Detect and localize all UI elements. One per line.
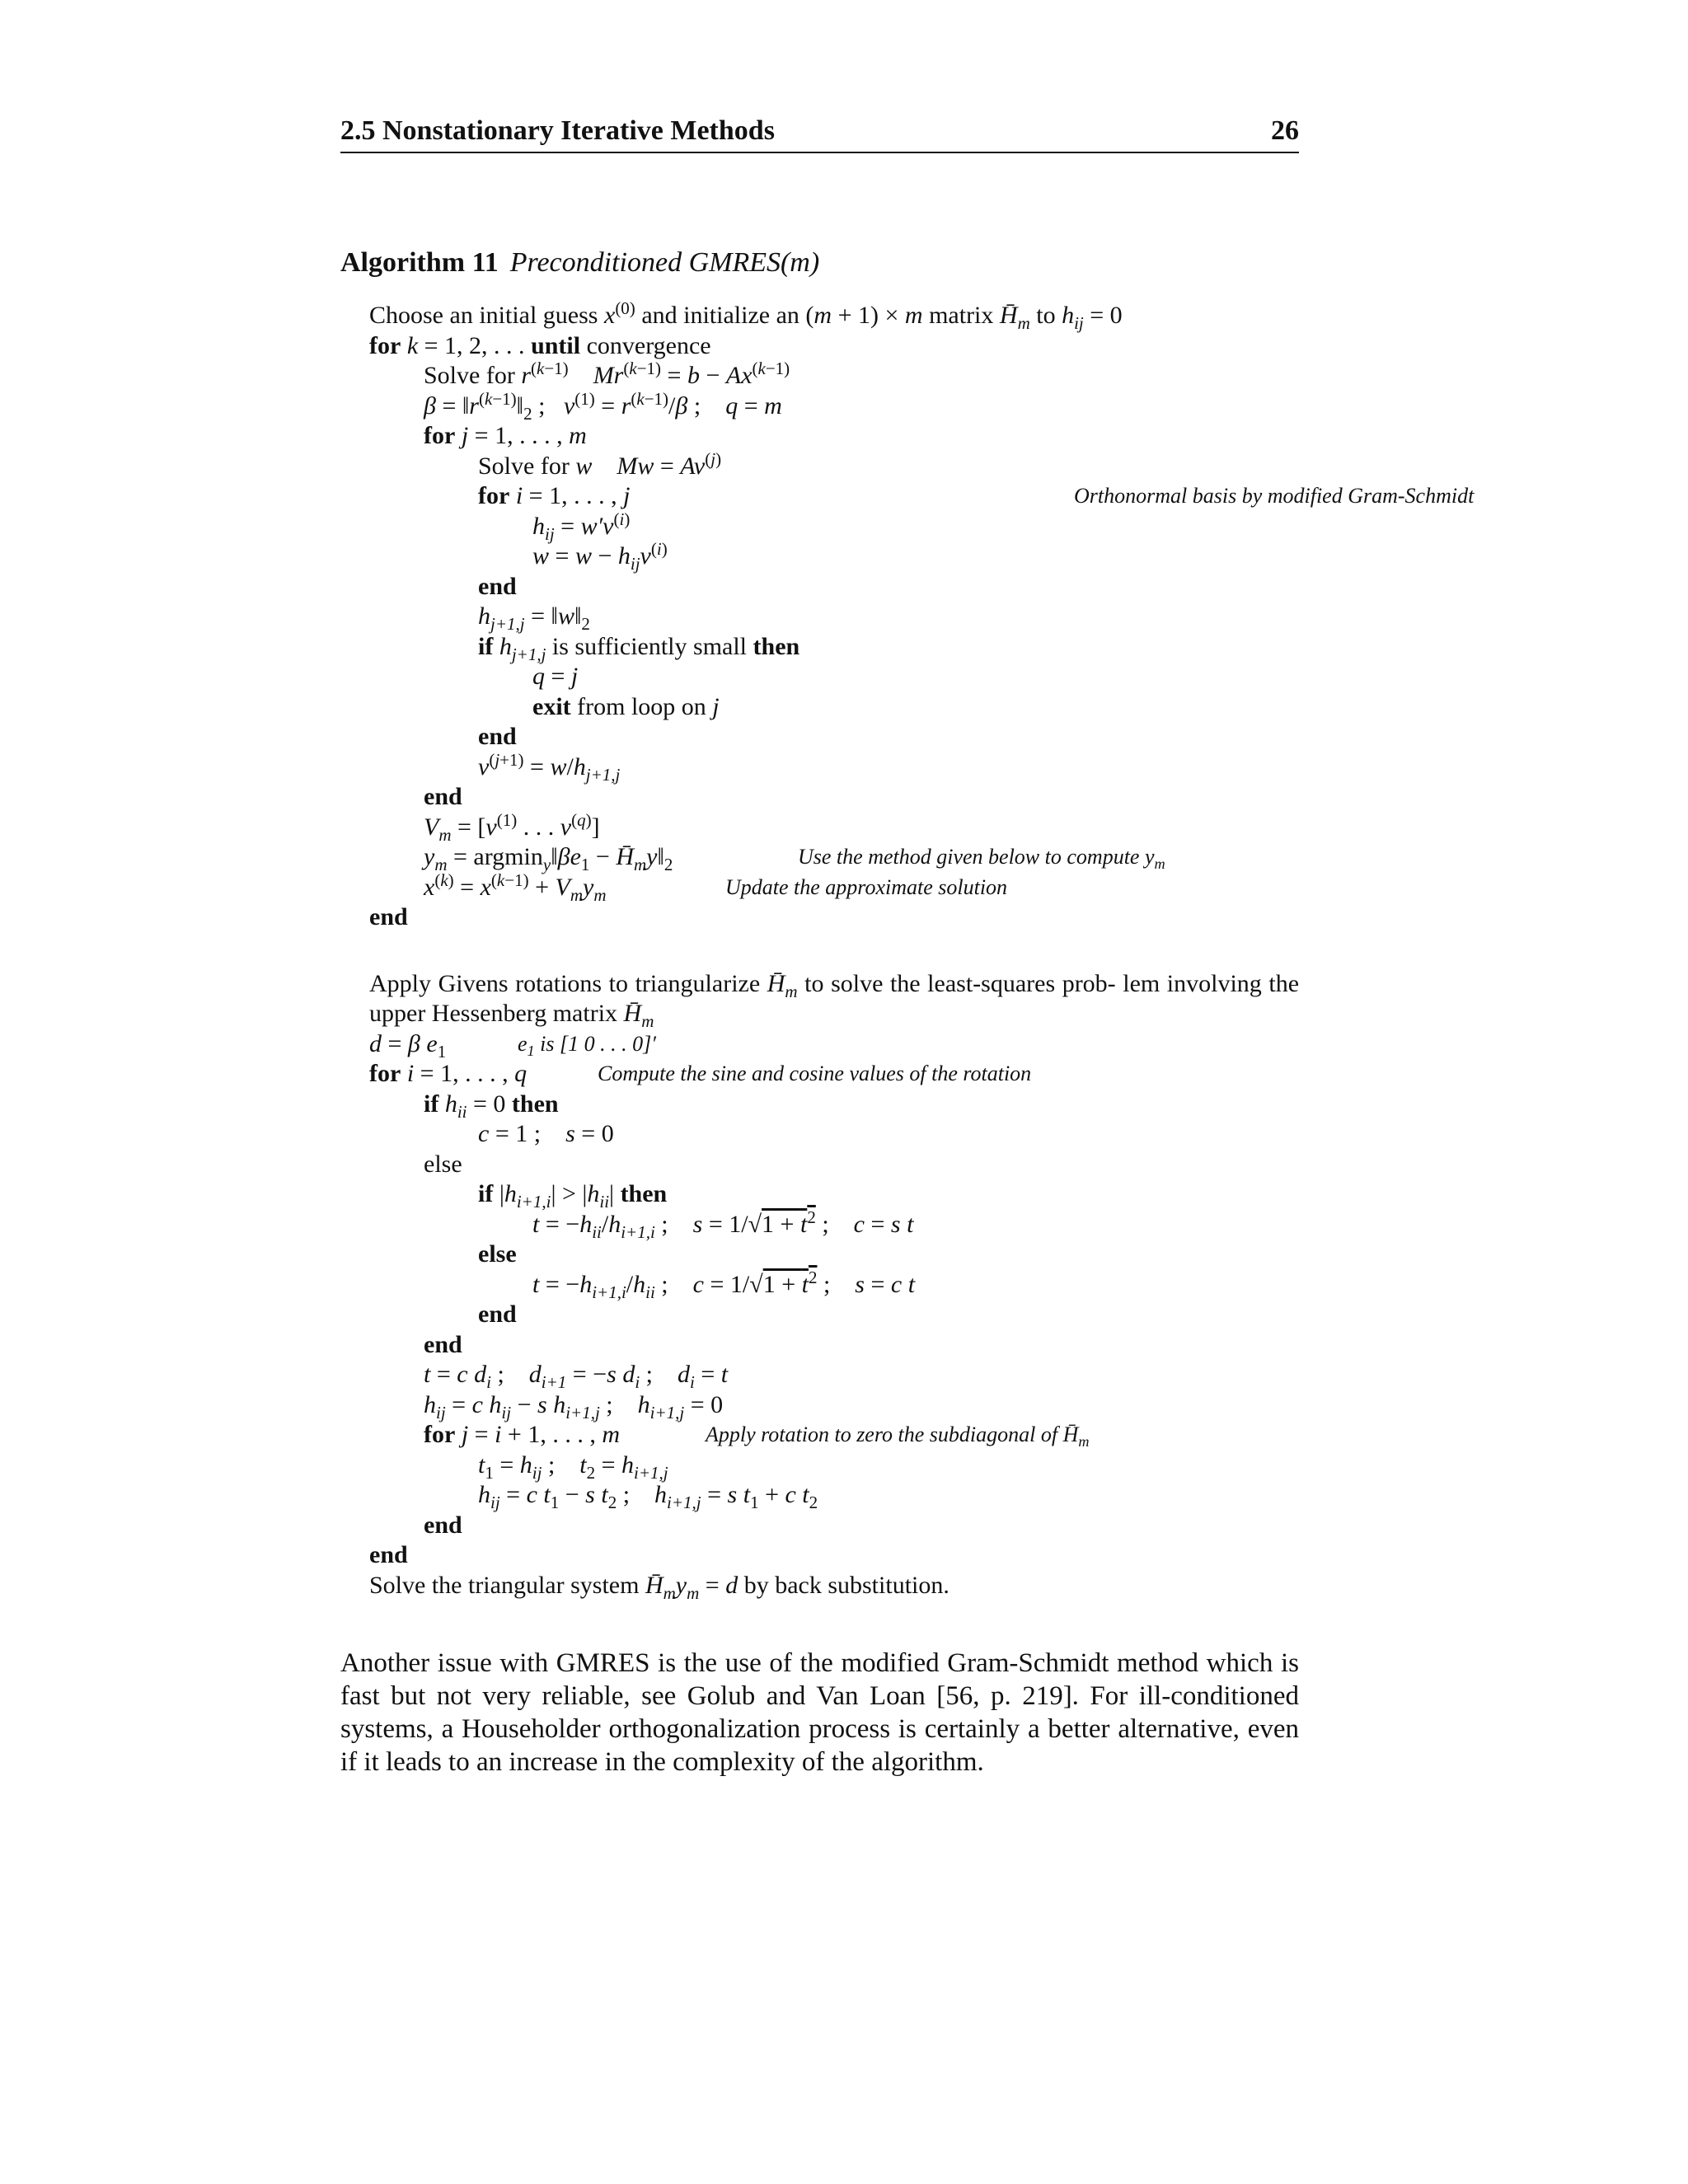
page-number: 26 (1271, 115, 1299, 146)
algo-line: end (478, 723, 517, 750)
algo-line: t = c $d_i$ ; $d_{i+1} = -s$ $d_i$ ; $d_i = t$ (424, 1361, 729, 1392)
algo-line: if $h_{ii} = 0$ then (424, 1090, 559, 1122)
algo-line: $v^{(j+1)} = w/h_{j+1,j}$ (478, 749, 621, 785)
algo-line: $h_{j+1,j}$ = $‖w‖_2$ (478, 602, 590, 634)
algo-line: $t = -h_{i+1,i}/h_{ii}$ ; $c = 1/√1 + t^2$ ; s = c t (532, 1267, 916, 1302)
comment: Use the method given below to compute $y_m$ (798, 845, 1165, 873)
comment: Compute the sine and cosine values of the rotation (598, 1062, 1032, 1085)
page (340, 115, 1475, 1777)
algo-line: d = β $e_1$ $e_1$ is [1 0 . . . 0]′ (369, 1029, 656, 1062)
algo-line: c = 1 ; s = 0 (478, 1120, 614, 1147)
algo-line: else (478, 1240, 517, 1268)
algo-line: $x^{(k)} = x^{(k-1)} + V_my_m$ Update the approximate solution (424, 869, 1008, 905)
running-header (340, 115, 1299, 153)
algo-line: end (478, 572, 517, 600)
algo-line: if $|h_{i+1,i}| > |h_{ii}|$ then (478, 1180, 668, 1212)
algo-line: q = j (532, 663, 579, 690)
algo-line: $h_{ij} = w'v^{(i)}$ (532, 509, 631, 544)
algo-line: $V_m = [v^{(1)}$ . . . $v^{(q)}$] (424, 809, 600, 845)
algo-line: $w = w - h_{ij}v^{(i)}$ (532, 539, 668, 574)
algo-line: for j = i + 1, . . . , m Apply rotation to zero the subdiagonal of $H̄_m$ (424, 1421, 1090, 1451)
algo-line: $t = -h_{ii}/h_{i+1,i}$ ; $s = 1/√1 + t^2$ ; c = s t (532, 1207, 914, 1242)
section-title: 2.5 Nonstationary Iterative Methods (340, 115, 775, 146)
comment: Apply rotation to zero the subdiagonal of $H̄_m$ (706, 1422, 1090, 1451)
algo-line: $y_m$ = $argmin_y‖\beta e_1$ − $H̄_my‖_2$ Use the method given below to compute $y_m$ (424, 843, 1165, 874)
algo-line: $t_1 = h_{ij}$ ; $t_2 = h_{i+1,j}$ (478, 1451, 668, 1483)
algo-line: $\beta = ‖r^{(k-1)}‖_2$ ; $v^{(1)} = r^{(k-1)}/\beta$ ; q = m (424, 388, 782, 424)
comment: Orthonormal basis by modified Gram-Schmidt (1074, 484, 1475, 508)
algo-line: for k = 1, 2, . . . until convergence (369, 331, 711, 359)
algo-line: Solve the triangular system $H̄_my_m = d$ by back substitution. (369, 1571, 950, 1603)
givens-intro: Apply Givens rotations to triangularize $H̄_m$ to solve the least-squares prob- lem involving the upper Hessenberg matrix $H̄_m$ (369, 969, 1300, 1031)
algorithm-label: Algorithm 11 (340, 247, 499, 278)
algo-line: Solve for w $Mw = Av^{(j)}$ (478, 448, 722, 480)
algo-line: for j = 1, . . . , m (424, 422, 587, 449)
algo-line: end (424, 1511, 462, 1539)
comment: Update the approximate solution (725, 874, 1008, 899)
algorithm-name: Preconditioned GMRES(m) (509, 247, 820, 278)
algo-line: end (424, 783, 462, 810)
algo-line: $h_{ij} = c$ $t_1 - s$ $t_2$ ; $h_{i+1,j} = s$ $t_1 + c$ $t_2$ (478, 1481, 818, 1512)
body-paragraph: Another issue with GMRES is the use of the modified Gram-Schmidt method which is fast but not very reliable, see Golub and Van Loan [56, p. 219]. For ill-conditioned systems, a Householder orthogonalization process is certainly a better alternative, even if it leads to an increase in the complexity of the algorithm. (340, 1648, 1299, 1777)
algo-line: exit from loop on j (532, 692, 720, 720)
algo-line: Solve for $r^{(k-1)}$ $Mr^{(k-1)} = b - Ax^{(k-1)}$ (424, 359, 790, 389)
algo-line: end (369, 903, 408, 930)
algo-line: else (424, 1150, 462, 1178)
algo-line: end (369, 1541, 408, 1568)
algo-line: for i = 1, . . . , q Compute the sine and cosine values of the rotation (369, 1059, 1301, 1090)
algo-line: $h_{ij} = c$ $h_{ij} - s$ $h_{i+1,j}$ ; $h_{i+1,j} = 0$ (424, 1390, 724, 1422)
algo-line: end (424, 1330, 462, 1358)
algo-line: if $h_{j+1,j}$ is sufficiently small then (478, 632, 800, 664)
comment: $e_1$ is [1 0 . . . 0]′ (518, 1031, 656, 1059)
algorithm-body (369, 298, 1475, 1603)
algorithm-title (340, 247, 819, 279)
algo-line: for i = 1, . . . , j Orthonormal basis by modified Gram-Schmidt (369, 481, 1301, 512)
algo-line: end (478, 1301, 517, 1328)
algo-line: Choose an initial guess $x^{(0)}$ and initialize an (m + 1) × m matrix $H̄_m$ to $h_{ij} = 0$ (369, 298, 1123, 333)
